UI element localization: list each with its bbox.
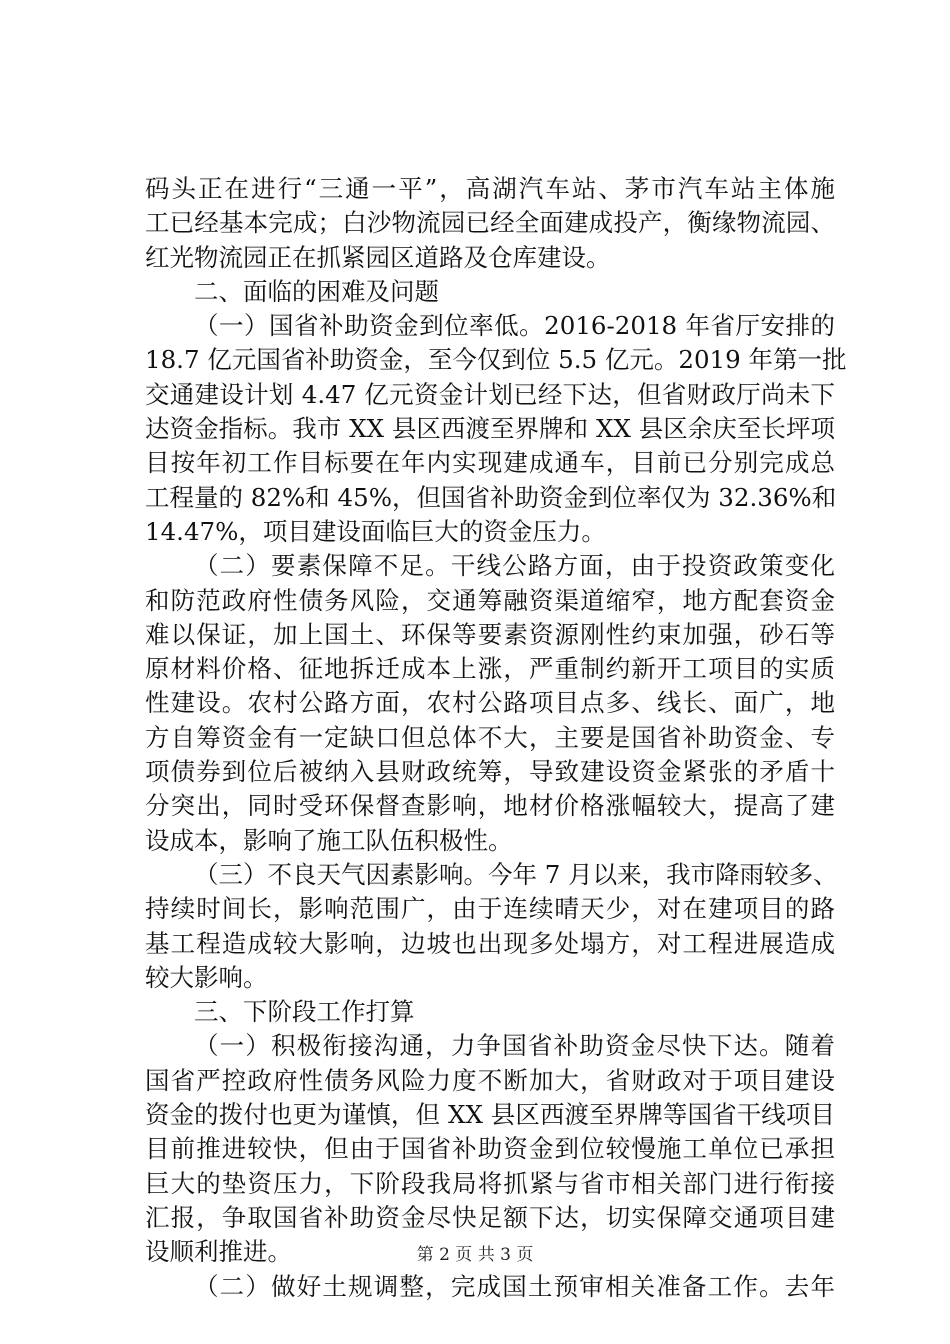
- text-line: [145, 309, 835, 343]
- text-line-content: 较大影响。: [145, 962, 268, 992]
- text-line-content: 18.7 亿元国省补助资金，至今仅到位 5.5 亿元。2019 年第一批: [145, 345, 847, 375]
- text-line: [145, 927, 835, 961]
- text-line: [145, 618, 835, 652]
- text-line: [145, 755, 835, 789]
- text-line: [145, 206, 835, 240]
- text-line-content: 项债券到位后被纳入县财政统筹，导致建设资金紧张的矛盾十: [145, 757, 835, 787]
- text-line-content: 持续时间长，影响范围广，由于连续晴天少，对在建项目的路: [145, 894, 835, 924]
- text-line: [145, 824, 835, 858]
- text-line-content: 工程量的 82%和 45%，但国省补助资金到位率仅为 32.36%和: [145, 482, 837, 512]
- text-line-content: （二）要素保障不足。干线公路方面，由于投资政策变化: [194, 551, 835, 581]
- text-line: [145, 549, 835, 583]
- text-line-content: 难以保证，加上国土、环保等要素资源刚性约束加强，砂石等: [145, 619, 835, 649]
- text-line-content: 码头正在进行“三通一平”，高湖汽车站、茅市汽车站主体施: [145, 174, 835, 203]
- text-line: [145, 961, 835, 995]
- text-line-content: 二、面临的困难及问题: [194, 276, 439, 306]
- text-line: [145, 1029, 835, 1063]
- page-footer: 第 2 页 共 3 页: [416, 1245, 534, 1265]
- text-line-content: 分突出，同时受环保督查影响，地材价格涨幅较大，提高了建: [145, 791, 835, 821]
- text-line-content: 红光物流园正在抓紧园区道路及仓库建设。: [145, 242, 611, 272]
- text-line: [145, 789, 835, 823]
- text-line-content: 设顺利推进。: [145, 1237, 292, 1267]
- text-line-content: 汇报，争取国省补助资金尽快足额下达，切实保障交通项目建: [145, 1202, 835, 1232]
- text-line: [145, 241, 835, 275]
- text-line-content: 国省严控政府性债务风险力度不断加大，省财政对于项目建设: [145, 1065, 835, 1095]
- text-line: [145, 858, 838, 892]
- text-line: [145, 412, 835, 446]
- text-line: [145, 515, 835, 549]
- text-line-content: （二）做好土规调整，完成国土预审相关准备工作。去年: [194, 1271, 835, 1301]
- text-line-content: 设成本，影响了施工队伍积极性。: [145, 825, 513, 855]
- text-line: [145, 1064, 835, 1098]
- text-line: [145, 275, 835, 309]
- text-line: [145, 721, 835, 755]
- text-line-content: 工已经基本完成；白沙物流园已经全面建成投产，衡缘物流园、: [145, 208, 835, 238]
- text-line: [145, 1270, 835, 1304]
- text-line: [145, 1132, 835, 1166]
- text-line-content: （三）不良天气因素影响。今年 7 月以来，我市降雨较多、: [194, 859, 838, 889]
- text-line-content: 资金的拨付也更为谨慎，但 XX 县区西渡至界牌等国省干线项目: [145, 1100, 835, 1130]
- text-line-content: 达资金指标。我市 XX 县区西渡至界牌和 XX 县区余庆至长坪项: [145, 414, 835, 444]
- text-line: [145, 1098, 835, 1132]
- text-line: [145, 1201, 835, 1235]
- text-line-content: 14.47%，项目建设面临巨大的资金压力。: [145, 516, 606, 546]
- text-line-content: 目前推进较快，但由于国省补助资金到位较慢施工单位已承担: [145, 1134, 835, 1164]
- text-line-content: 基工程造成较大影响，边坡也出现多处塌方，对工程进展造成: [145, 928, 835, 958]
- text-line-content: 和防范政府性债务风险，交通筹融资渠道缩窄，地方配套资金: [145, 585, 835, 615]
- text-line-content: 目按年初工作目标要在年内实现建成通车，目前已分别完成总: [145, 448, 835, 478]
- text-line-content: （一）国省补助资金到位率低。2016-2018 年省厅安排的: [194, 311, 835, 341]
- text-line: [145, 892, 835, 926]
- text-line-content: 三、下阶段工作打算: [194, 997, 415, 1027]
- text-line: [145, 343, 847, 377]
- text-line: [145, 1167, 835, 1201]
- text-line-content: 巨大的垫资压力，下阶段我局将抓紧与省市相关部门进行衔接: [145, 1168, 835, 1198]
- text-line-content: 交通建设计划 4.47 亿元资金计划已经下达，但省财政厅尚未下: [145, 379, 835, 409]
- text-line: [145, 446, 835, 480]
- text-line-content: 原材料价格、征地拆迁成本上涨，严重制约新开工项目的实质: [145, 654, 835, 684]
- text-line: [145, 584, 835, 618]
- text-line-content: （一）积极衔接沟通，力争国省补助资金尽快下达。随着: [194, 1031, 835, 1061]
- text-line-content: 方自筹资金有一定缺口但总体不大，主要是国省补助资金、专: [145, 722, 835, 752]
- text-line: [145, 686, 835, 720]
- document-body: [145, 172, 847, 1304]
- text-line: [145, 481, 835, 515]
- text-line: [145, 172, 835, 206]
- text-line: [145, 378, 835, 412]
- text-line: [145, 652, 835, 686]
- text-line-content: 性建设。农村公路方面，农村公路项目点多、线长、面广，地: [145, 688, 835, 718]
- text-line: [145, 995, 835, 1029]
